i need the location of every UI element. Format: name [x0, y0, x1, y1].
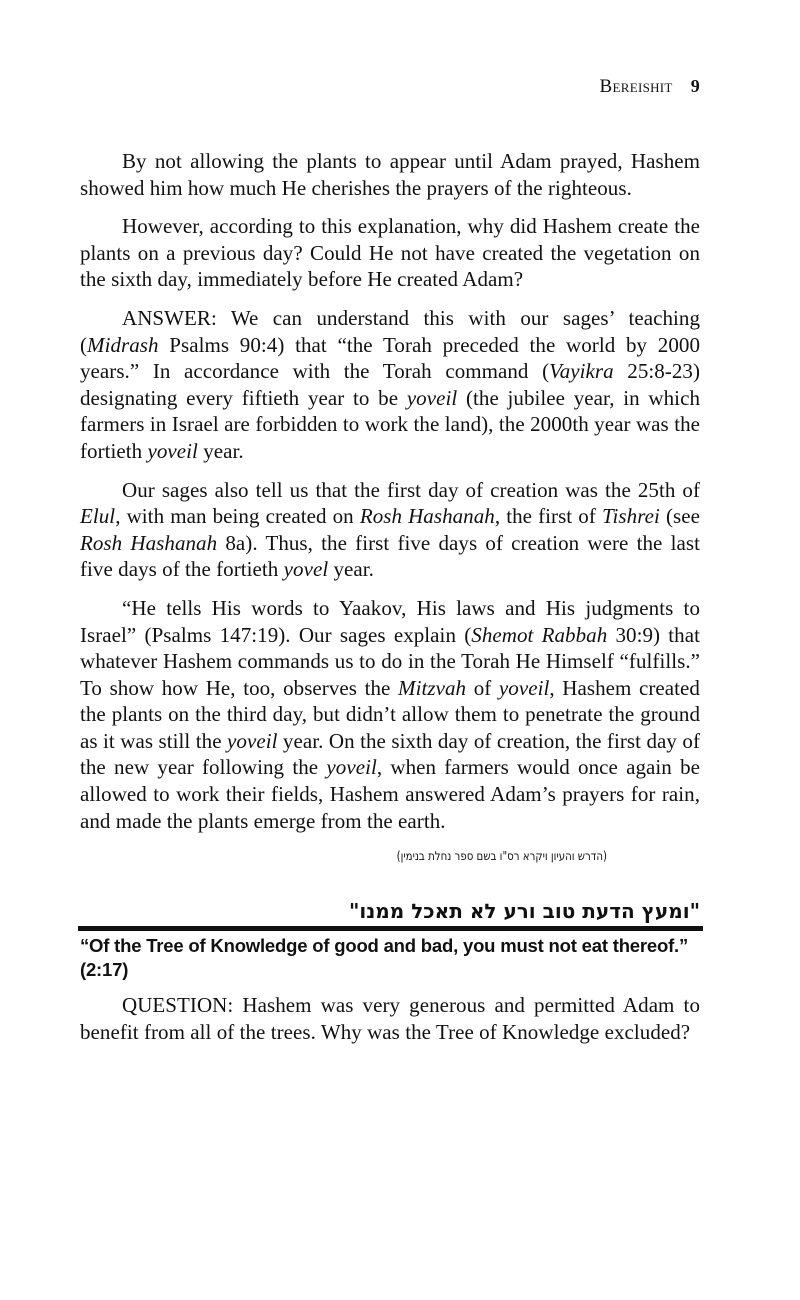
- text-run: QUESTION: Hashem was very generous and permitted Adam to benefit from all of the trees. Why was the Tree of Knowledge excluded?: [80, 993, 700, 1044]
- text-run: , with man being created on: [115, 504, 360, 529]
- text-run: (see: [659, 504, 700, 529]
- hebrew-verse-heading: "ומעץ הדעת טוב ורע לא תאכל ממנו": [348, 899, 700, 924]
- text-run: 25:8-23) designating every fiftieth year to be: [80, 359, 700, 410]
- book-title: Bereishit: [599, 76, 673, 97]
- italic-term: Tishrei: [601, 504, 660, 529]
- italic-term: Rosh Hashanah: [359, 504, 495, 529]
- paragraph: [80, 213, 700, 293]
- source-citation: (הדרש והעיון ויקרא רס"ו בשם ספר נחלת בנימין): [396, 849, 607, 864]
- question-paragraph: [80, 992, 700, 1045]
- running-header: [600, 76, 700, 98]
- italic-term: Elul: [80, 504, 116, 529]
- text-run: , Hashem created the plants on the third day, but didn’t allow them to penetrate the ground as it was still the: [80, 675, 700, 753]
- text-run: 30:9) that whatever Hashem commands us to do in the Torah He Himself “fulfills.” To show how He, too, observes the: [80, 622, 700, 700]
- text-run: , the first of: [494, 504, 602, 529]
- heading-rule: [78, 926, 703, 931]
- text-run: of: [466, 675, 499, 700]
- text-run: ANSWER: We can understand this with our sages’ teaching (: [80, 305, 700, 357]
- paragraph: [80, 477, 700, 583]
- text-run: (the jubilee year, in which farmers in Israel are forbidden to work the land), the 2000th year was the fortieth: [80, 385, 700, 463]
- text-run: Our sages also tell us that the first day of creation was the 25th of: [122, 477, 700, 502]
- italic-term: yoveil: [147, 438, 198, 463]
- italic-term: yoveil: [326, 755, 377, 780]
- text-run: “He tells His words to Yaakov, His laws and His judgments to Israel” (Psalms 147:19). Our sages explain (: [80, 595, 700, 647]
- text-run: , when farmers would once again be allowed to work their fields, Hashem answered Adam’s prayers for rain, and made the plants emerge from the earth.: [80, 755, 700, 833]
- italic-term: Midrash: [87, 332, 159, 357]
- text-run: By not allowing the plants to appear until Adam prayed, Hashem showed him how much He cherishes the prayers of the righteous.: [80, 149, 700, 200]
- paragraph: [80, 148, 700, 201]
- text-run: 8a). Thus, the first five days of creation were the last five days of the fortieth: [80, 530, 700, 582]
- italic-term: Rosh Hashanah: [80, 530, 218, 555]
- text-run: Psalms 90:4) that “the Torah preceded the world by 2000 years.” In accordance with the Torah command (: [80, 332, 700, 384]
- italic-term: Shemot Rabbah: [471, 622, 608, 647]
- italic-term: Vayikra: [549, 359, 614, 384]
- page-number: 9: [690, 76, 700, 96]
- paragraph: [80, 305, 700, 465]
- italic-term: Mitzvah: [398, 675, 467, 700]
- text-run: However, according to this explanation, why did Hashem create the plants on a previous day? Could He not have created the vegetation on the sixth day, immediately before He created Adam?: [80, 214, 700, 292]
- page-content: [80, 148, 700, 1057]
- italic-term: yoveil: [498, 675, 550, 700]
- italic-term: yoveil: [227, 728, 278, 753]
- paragraph: [80, 595, 700, 834]
- english-verse-heading: “Of the Tree of Knowledge of good and bad, you must not eat thereof.” (2:17): [80, 935, 689, 981]
- text-run: year.: [328, 557, 374, 582]
- text-run: year.: [197, 438, 244, 463]
- italic-term: yoveil: [406, 385, 458, 410]
- italic-term: yovel: [283, 557, 329, 582]
- text-run: year. On the sixth day of creation, the first day of the new year following the: [80, 728, 700, 780]
